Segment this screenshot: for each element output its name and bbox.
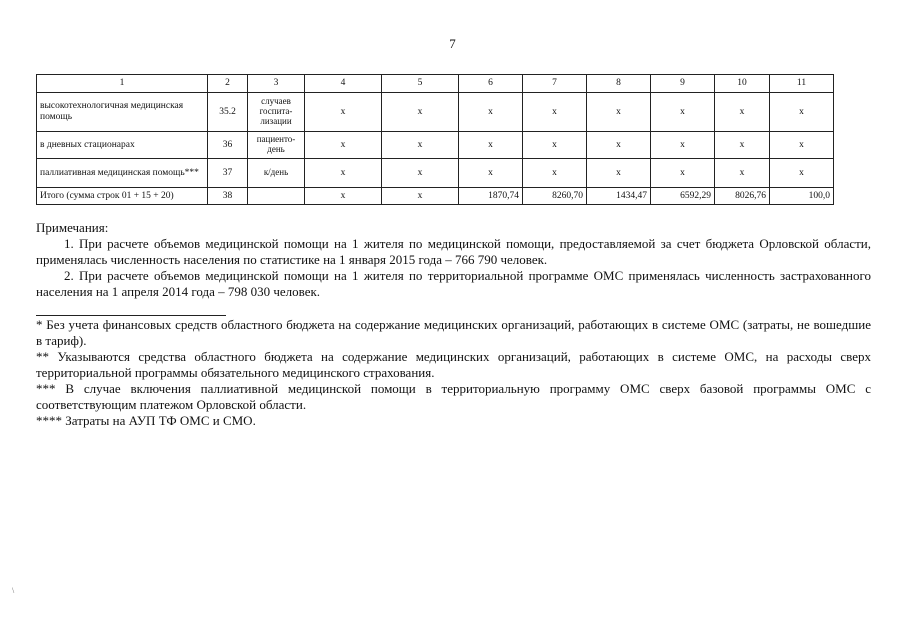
table-header-row — [37, 75, 834, 93]
table-cell: 8026,76 — [715, 188, 770, 205]
table-cell: х — [587, 159, 651, 188]
header-cell: 5 — [382, 75, 459, 93]
table-cell: х — [459, 159, 523, 188]
table-cell: х — [651, 93, 715, 132]
row-code: 38 — [208, 188, 248, 205]
table-cell: х — [770, 132, 834, 159]
header-cell: 1 — [37, 75, 208, 93]
notes-title: Примечания: — [36, 220, 109, 235]
header-cell: 10 — [715, 75, 770, 93]
header-cell: 9 — [651, 75, 715, 93]
row-code: 36 — [208, 132, 248, 159]
table-cell: х — [651, 159, 715, 188]
table-cell: х — [715, 132, 770, 159]
row-name: в дневных стационарах — [37, 132, 208, 159]
table-row — [37, 159, 834, 188]
row-unit: пациенто-день — [248, 132, 305, 159]
row-code: 35.2 — [208, 93, 248, 132]
footnotes-section — [36, 317, 871, 429]
header-cell: 7 — [523, 75, 587, 93]
row-name: высокотехнологичная медицинская помощь — [37, 93, 208, 132]
table-cell: 1870,74 — [459, 188, 523, 205]
row-unit — [248, 188, 305, 205]
table-cell: х — [459, 93, 523, 132]
table-cell: х — [587, 132, 651, 159]
table-cell: х — [305, 132, 382, 159]
footnote-item: * Без учета финансовых средств областного бюджета на содержание медицинских организаций, работающих в системе ОМС (затраты, не вошедшие в тариф). — [36, 317, 871, 348]
note-item: 1. При расчете объемов медицинской помощи на 1 жителя по медицинской помощи, предоставляемой за счет бюджета Орловской области, применялась численность населения по статистике на 1 января 2015 года – 766 790 человек. — [36, 236, 871, 267]
table-cell: х — [382, 132, 459, 159]
table-cell: 1434,47 — [587, 188, 651, 205]
footnote-item: **** Затраты на АУП ТФ ОМС и СМО. — [36, 413, 256, 428]
table-cell: х — [587, 93, 651, 132]
table-cell: х — [770, 159, 834, 188]
header-cell: 6 — [459, 75, 523, 93]
table-cell: х — [523, 93, 587, 132]
scan-mark: \ — [12, 586, 15, 595]
row-name: паллиативная медицинская помощь*** — [37, 159, 208, 188]
table-cell: х — [305, 93, 382, 132]
table-cell: х — [715, 93, 770, 132]
table-cell: х — [651, 132, 715, 159]
footnote-divider — [36, 315, 226, 316]
row-code: 37 — [208, 159, 248, 188]
table-row — [37, 132, 834, 159]
table-cell: 8260,70 — [523, 188, 587, 205]
header-cell: 2 — [208, 75, 248, 93]
row-unit: к/день — [248, 159, 305, 188]
cost-table — [36, 74, 834, 205]
table-cell: х — [305, 159, 382, 188]
header-cell: 4 — [305, 75, 382, 93]
table-cell: х — [382, 188, 459, 205]
table-row — [37, 93, 834, 132]
header-cell: 3 — [248, 75, 305, 93]
table-cell: 100,0 — [770, 188, 834, 205]
table-cell: х — [770, 93, 834, 132]
header-cell: 8 — [587, 75, 651, 93]
table-cell: х — [523, 159, 587, 188]
table-cell: х — [382, 159, 459, 188]
header-cell: 11 — [770, 75, 834, 93]
table-cell: х — [715, 159, 770, 188]
row-name: Итого (сумма строк 01 + 15 + 20) — [37, 188, 208, 205]
table-cell: х — [523, 132, 587, 159]
notes-section — [36, 220, 871, 300]
table-cell: х — [459, 132, 523, 159]
footnote-item: ** Указываются средства областного бюджета на содержание медицинских организаций, работающих в системе ОМС, на расходы сверх территориальной программы обязательного медицинского страхования. — [36, 349, 871, 380]
table-row-total — [37, 188, 834, 205]
row-unit: случаев госпита-лизации — [248, 93, 305, 132]
note-item: 2. При расчете объемов медицинской помощи на 1 жителя по территориальной программе ОМС применялась численность застрахованного населения на 1 апреля 2014 года – 798 030 человек. — [36, 268, 871, 299]
footnote-item: *** В случае включения паллиативной медицинской помощи в территориальную программу ОМС сверх базовой программы ОМС с соответствующим платежом Орловской области. — [36, 381, 871, 412]
table-cell: х — [305, 188, 382, 205]
table-cell: 6592,29 — [651, 188, 715, 205]
table-cell: х — [382, 93, 459, 132]
page-number: 7 — [449, 36, 456, 51]
